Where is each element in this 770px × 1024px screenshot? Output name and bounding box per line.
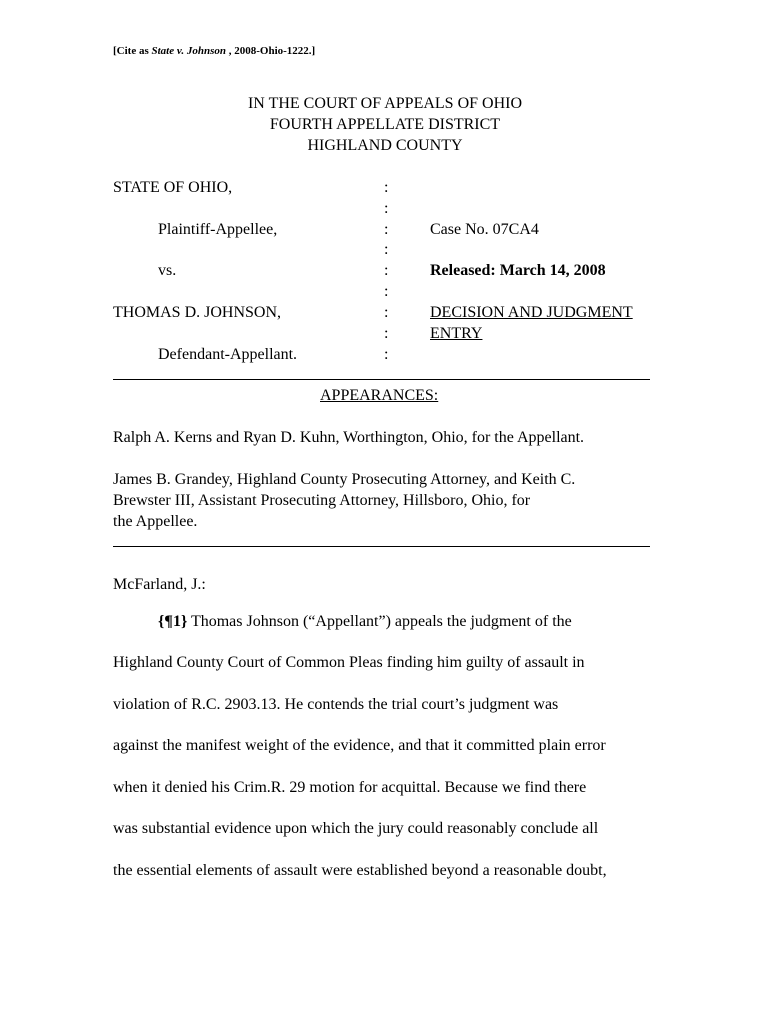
caption-colon: :: [384, 200, 389, 217]
defendant-name: THOMAS D. JOHNSON,: [113, 304, 282, 321]
appellee-counsel-line2: Brewster III, Assistant Prosecuting Attorney, Hillsboro, Ohio, for: [113, 492, 531, 509]
caption-colon: :: [384, 283, 389, 300]
opinion-line-1: [158, 613, 572, 631]
opinion-line-6: was substantial evidence upon which the jury could reasonably conclude all: [113, 820, 599, 837]
caption-colon: :: [384, 221, 389, 238]
opinion-line-4: against the manifest weight of the evidence, and that it committed plain error: [113, 737, 606, 754]
caption-colon: :: [384, 179, 389, 196]
appellee-counsel-line3: the Appellee.: [113, 513, 198, 530]
caption-colon: :: [384, 241, 389, 258]
caption-colon: :: [384, 304, 389, 321]
caption-colon: :: [384, 262, 389, 279]
release-date: Released: March 14, 2008: [430, 262, 606, 279]
appellee-counsel-line1: James B. Grandey, Highland County Prosecuting Attorney, and Keith C.: [113, 471, 576, 488]
opinion-text: Thomas Johnson (“Appellant”) appeals the judgment of the: [187, 613, 572, 630]
citation: [113, 45, 315, 57]
appearances-heading: APPEARANCES:: [320, 387, 439, 404]
opinion-line-5: when it denied his Crim.R. 29 motion for acquittal. Because we find there: [113, 779, 587, 796]
caption-colon: :: [384, 325, 389, 342]
opinion-line-3: violation of R.C. 2903.13. He contends the trial court’s judgment was: [113, 696, 559, 713]
court-county: HIGHLAND COUNTY: [307, 137, 463, 154]
entry-title-line1: DECISION AND JUDGMENT: [430, 304, 633, 321]
plaintiff-name: STATE OF OHIO,: [113, 179, 233, 196]
appellant-counsel: Ralph A. Kerns and Ryan D. Kuhn, Worthington, Ohio, for the Appellant.: [113, 429, 585, 446]
citation-suffix: , 2008-Ohio-1222.]: [225, 45, 316, 57]
judge-name: McFarland, J.:: [113, 576, 206, 593]
entry-title-line2: ENTRY: [430, 325, 483, 342]
versus: vs.: [158, 262, 177, 279]
opinion-line-7: the essential elements of assault were established beyond a reasonable doubt,: [113, 862, 607, 879]
opinion-line-2: Highland County Court of Common Pleas finding him guilty of assault in: [113, 654, 585, 671]
divider-top: [113, 379, 650, 380]
citation-case: State v. Johnson: [151, 45, 226, 57]
case-number: Case No. 07CA4: [430, 221, 539, 238]
caption-colon: :: [384, 346, 389, 363]
paragraph-marker: {¶1}: [158, 613, 188, 630]
court-district: FOURTH APPELLATE DISTRICT: [269, 116, 501, 133]
divider-bottom: [113, 546, 650, 547]
defendant-role: Defendant-Appellant.: [158, 346, 298, 363]
plaintiff-role: Plaintiff-Appellee,: [158, 221, 278, 238]
citation-prefix: [Cite as: [113, 45, 152, 57]
court-name: IN THE COURT OF APPEALS OF OHIO: [247, 95, 523, 112]
